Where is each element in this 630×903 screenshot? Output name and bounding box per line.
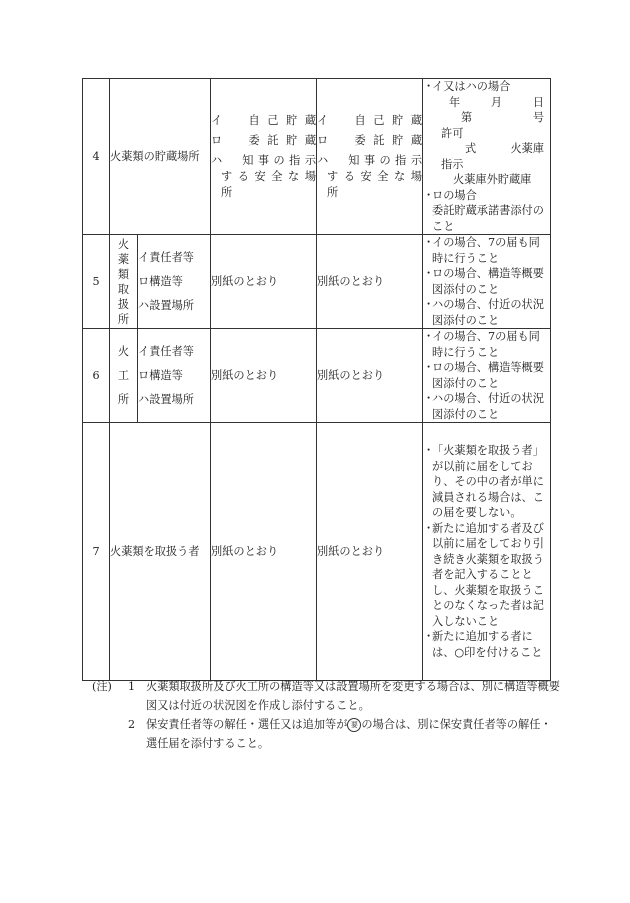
- row-number: 5: [83, 235, 110, 329]
- cell-value: 別紙のとおり: [211, 235, 317, 329]
- option: する安全な場: [327, 169, 423, 183]
- note-text: 委託貯蔵承諾書添付のこと: [432, 204, 544, 233]
- footnote-label: (注): [92, 680, 112, 693]
- table-row: [83, 329, 551, 423]
- row-number: 6: [83, 329, 110, 423]
- footnote-text: 保安責任者等の解任・選任又は追加等が 要 の場合は、別に保安責任者等の解任・選任届を添付すること。: [146, 718, 552, 750]
- row-number: 4: [83, 79, 110, 235]
- row-subitems: イ責任者等 ロ構造等 ハ設置場所: [138, 235, 211, 329]
- row-notes: ・ イ又はハの場合 年 月 日 第 号 許可 式 火薬庫 指示 火薬庫外貯蔵庫 ・ ロの場合 委託貯蔵承諾書添付のこと: [423, 79, 551, 235]
- note-bullet: 新たに追加する者には、○印を付けること: [432, 630, 543, 659]
- circled-mark: 要: [347, 718, 361, 732]
- option: 所: [221, 185, 233, 199]
- table-row: [83, 423, 551, 681]
- cell-value: 別紙のとおり: [211, 423, 317, 681]
- footnote-number: 1: [128, 680, 136, 693]
- row-category: 火薬類の貯蔵場所: [110, 79, 211, 235]
- note-bullet: ロの場合: [432, 188, 477, 202]
- option: ロ 委託貯蔵: [317, 133, 423, 147]
- footnote-1: [92, 677, 562, 715]
- option: イ 自己貯蔵: [211, 113, 317, 127]
- date-line: 年 月 日: [449, 95, 544, 109]
- option: ロ 委託貯蔵: [211, 133, 317, 147]
- table-row: [83, 79, 551, 235]
- style-line: 式 火薬庫: [465, 142, 545, 155]
- option: ハ 知事の指示: [211, 153, 317, 167]
- note-bullet: ロの場合、構造等概要図添付のこと: [432, 361, 544, 390]
- row-number: 7: [83, 423, 110, 681]
- storage-options-b: [317, 79, 423, 235]
- note-bullet: イ又はハの場合: [432, 80, 511, 93]
- row-category-vertical: 火 工 所: [110, 329, 138, 423]
- cell-value: 別紙のとおり: [317, 329, 423, 423]
- footnote-2: [92, 715, 562, 753]
- cell-value: 別紙のとおり: [317, 235, 423, 329]
- permit-line: 許可: [441, 126, 464, 140]
- option: イ 自己貯蔵: [317, 113, 423, 127]
- note-bullet: ハの場合、付近の状況図添付のこと: [432, 392, 544, 421]
- table-row: [83, 235, 551, 329]
- option: 所: [327, 185, 339, 199]
- footnotes: [92, 677, 562, 753]
- note-bullet: 「火薬類を取扱う者」が以前に届をしており、その中の者が単に減員される場合は、この届を要しない。: [432, 444, 544, 519]
- cell-value: 別紙のとおり: [317, 423, 423, 681]
- footnote-text: 火薬類取扱所及び火工所の構造等又は設置場所を変更する場合は、別に構造等概要図又は付近の状況図を作成し添付すること。: [146, 680, 560, 712]
- row-category-vertical: 火 薬 類 取 扱 所: [110, 235, 138, 329]
- note-bullet: イの場合、7の届も同時に行うこと: [432, 236, 540, 265]
- storage-options-a: [211, 79, 317, 235]
- instruct-line: 指示: [441, 157, 464, 171]
- row-category: 火薬類を取扱う者: [110, 423, 211, 681]
- row-notes: ・ 「火薬類を取扱う者」が以前に届をしており、その中の者が単に減員される場合は、この届を要しない。 ・ 新たに追加する者及び以前に届をしており引き続き火薬類を取扱う者を記入することとし、火薬類を取扱うことのなくなった者は記入しないこと ・ 新たに追加する者には、○印を付けること: [423, 423, 551, 681]
- footnote-number: 2: [128, 718, 136, 731]
- note-bullet: ハの場合、付近の状況図添付のこと: [432, 298, 544, 327]
- row-subitems: イ責任者等 ロ構造等 ハ設置場所: [138, 329, 211, 423]
- row-notes: ・ イの場合、7の届も同時に行うこと ・ ロの場合、構造等概要図添付のこと ・ ハの場合、付近の状況図添付のこと: [423, 235, 551, 329]
- option: する安全な場: [221, 169, 317, 183]
- row-notes: ・ イの場合、7の届も同時に行うこと ・ ロの場合、構造等概要図添付のこと ・ ハの場合、付近の状況図添付のこと: [423, 329, 551, 423]
- note-bullet: 新たに追加する者及び以前に届をしており引き続き火薬類を取扱う者を記入することとし、火薬類を取扱うことのなくなった者は記入しないこと: [432, 521, 544, 628]
- notification-table: [82, 78, 551, 681]
- outside-storage-line: 火薬庫外貯蔵庫: [453, 173, 532, 186]
- note-bullet: ロの場合、構造等概要図添付のこと: [432, 267, 544, 296]
- option: ハ 知事の指示: [317, 153, 423, 167]
- number-line: 第 号: [461, 111, 545, 124]
- cell-value: 別紙のとおり: [211, 329, 317, 423]
- note-bullet: イの場合、7の届も同時に行うこと: [432, 330, 540, 359]
